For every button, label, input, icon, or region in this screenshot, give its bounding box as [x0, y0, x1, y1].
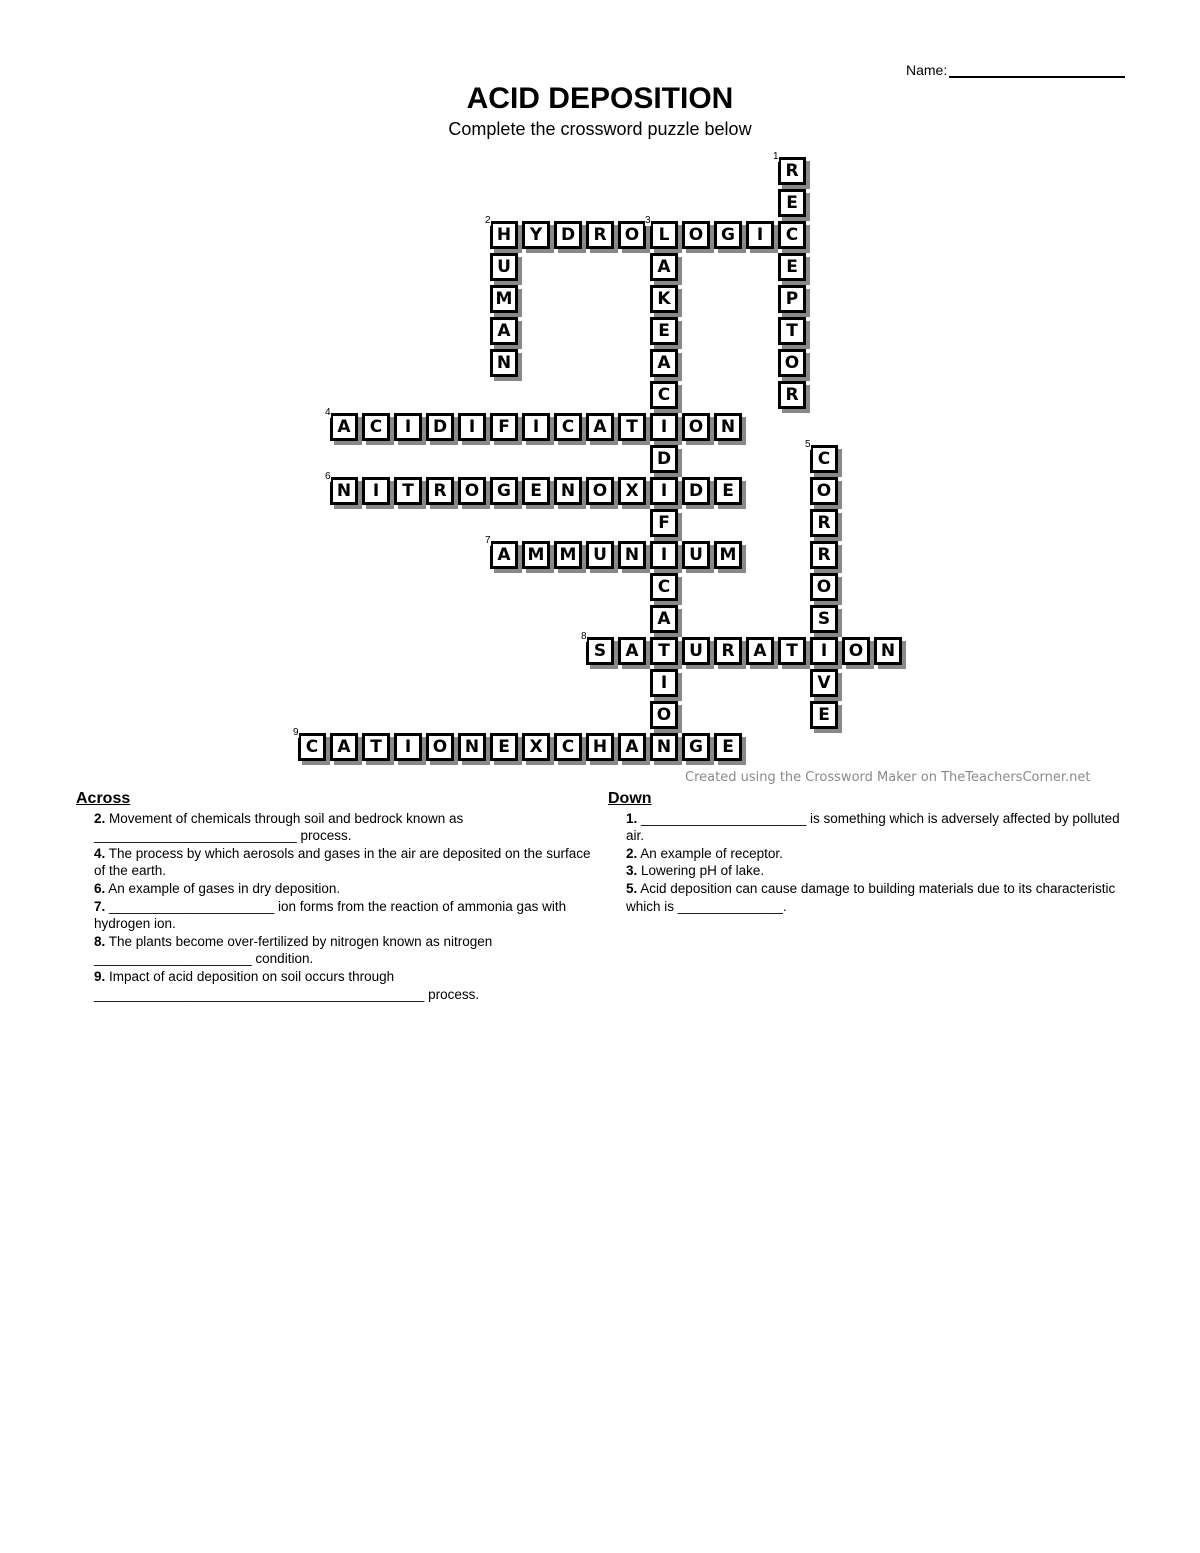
- cell-letter: H: [592, 737, 608, 757]
- cell-letter: O: [624, 225, 640, 245]
- cell-number: 5: [805, 439, 811, 450]
- cell-letter: X: [625, 481, 639, 501]
- cell-letter: I: [372, 481, 380, 501]
- crossword-cell[interactable]: [778, 189, 806, 217]
- clue-item: [94, 933, 591, 968]
- crossword-cell[interactable]: [362, 477, 390, 505]
- cell-letter: N: [656, 737, 672, 757]
- crossword-cell[interactable]: [458, 413, 486, 441]
- crossword-cell[interactable]: [618, 637, 646, 665]
- cell-letter: O: [688, 417, 704, 437]
- cell-letter: V: [817, 673, 831, 693]
- clue-number: 4.: [94, 845, 106, 861]
- cell-letter: R: [433, 481, 447, 501]
- crossword-cell[interactable]: [650, 349, 678, 377]
- clue-item: [626, 880, 1123, 915]
- crossword-cell[interactable]: [650, 573, 678, 601]
- cell-letter: I: [756, 225, 764, 245]
- crossword-cell[interactable]: [810, 573, 838, 601]
- crossword-cell[interactable]: [773, 151, 806, 185]
- cell-letter: A: [625, 737, 639, 757]
- cell-letter: E: [722, 737, 734, 757]
- crossword-cell[interactable]: [586, 541, 614, 569]
- crossword-cell[interactable]: [581, 631, 614, 665]
- crossword-cell[interactable]: [682, 477, 710, 505]
- page-subtitle: Complete the crossword puzzle below: [448, 119, 752, 139]
- cell-letter: H: [496, 225, 512, 245]
- crossword-cell[interactable]: [778, 317, 806, 345]
- cell-letter: F: [498, 417, 510, 437]
- cell-letter: I: [468, 417, 476, 437]
- cell-letter: I: [660, 673, 668, 693]
- crossword-cell[interactable]: [293, 727, 326, 761]
- cell-letter: A: [497, 545, 511, 565]
- crossword-cell[interactable]: [682, 637, 710, 665]
- clue-text: Movement of chemicals through soil and bedrock known as ___________________________ process.: [94, 810, 464, 844]
- crossword-cell[interactable]: [586, 413, 614, 441]
- cell-letter: E: [498, 737, 510, 757]
- down-heading: Down: [608, 790, 652, 807]
- crossword-cell[interactable]: [778, 381, 806, 409]
- cell-letter: P: [785, 289, 799, 309]
- crossword-cell[interactable]: [778, 349, 806, 377]
- crossword-cell[interactable]: [778, 253, 806, 281]
- cell-letter: E: [658, 321, 670, 341]
- clue-text: Lowering pH of lake.: [641, 863, 765, 879]
- crossword-cell[interactable]: [746, 637, 774, 665]
- cell-letter: C: [657, 385, 671, 405]
- cell-number: 3: [645, 215, 651, 226]
- crossword-cell[interactable]: [586, 221, 614, 249]
- crossword-cell[interactable]: [618, 413, 646, 441]
- clue-number: 6.: [94, 880, 106, 896]
- crossword-cell[interactable]: [682, 413, 710, 441]
- cell-letter: I: [660, 417, 668, 437]
- crossword-cell[interactable]: [650, 637, 678, 665]
- crossword-cell[interactable]: [618, 477, 646, 505]
- crossword-cell[interactable]: [650, 285, 678, 313]
- crossword-cell[interactable]: [810, 477, 838, 505]
- crossword-cell[interactable]: [522, 733, 550, 761]
- crossword-cell[interactable]: [330, 733, 358, 761]
- clue-text: Impact of acid deposition on soil occurs through ____________________________________________ process.: [94, 968, 480, 1002]
- cell-letter: G: [497, 481, 511, 501]
- cell-letter: U: [689, 641, 703, 661]
- cell-letter: Y: [529, 225, 543, 245]
- clue-number: 1.: [626, 810, 638, 826]
- crossword-cell[interactable]: [650, 605, 678, 633]
- cell-letter: D: [688, 481, 704, 501]
- cell-letter: I: [404, 737, 412, 757]
- cell-number: 1: [773, 151, 779, 162]
- down-clues: [608, 790, 1123, 915]
- cell-letter: T: [370, 737, 382, 757]
- cell-letter: X: [529, 737, 543, 757]
- cell-letter: A: [657, 257, 671, 277]
- crossword-cell[interactable]: [522, 541, 550, 569]
- clue-item: [626, 862, 1123, 880]
- clue-item: [626, 845, 1123, 863]
- cell-letter: A: [497, 321, 511, 341]
- clue-number: 2.: [626, 845, 638, 861]
- cell-letter: C: [561, 737, 575, 757]
- clue-item: [94, 898, 591, 933]
- crossword-cell[interactable]: [650, 477, 678, 505]
- crossword-cell[interactable]: [810, 509, 838, 537]
- crossword-cell[interactable]: [490, 349, 518, 377]
- crossword-cell[interactable]: [714, 221, 742, 249]
- crossword-cell[interactable]: [778, 221, 806, 249]
- crossword-cell[interactable]: [490, 413, 518, 441]
- crossword-cell[interactable]: [325, 471, 358, 505]
- clue-number: 9.: [94, 968, 106, 984]
- clue-number: 2.: [94, 810, 106, 826]
- crossword-cell[interactable]: [650, 509, 678, 537]
- cell-letter: E: [786, 257, 798, 277]
- cell-letter: R: [817, 545, 831, 565]
- clue-text: The process by which aerosols and gases in the air are deposited on the surface of the earth.: [94, 845, 591, 879]
- cell-letter: A: [337, 737, 351, 757]
- crossword-cell[interactable]: [805, 439, 838, 473]
- crossword-cell[interactable]: [522, 221, 550, 249]
- name-label: Name:: [906, 62, 948, 78]
- cell-letter: O: [816, 577, 832, 597]
- clue-text: The plants become over-fertilized by nitrogen known as nitrogen _____________________ condition.: [94, 933, 493, 967]
- cell-letter: D: [560, 225, 576, 245]
- cell-letter: E: [818, 705, 830, 725]
- crossword-cell[interactable]: [645, 215, 678, 249]
- clue-number: 7.: [94, 898, 106, 914]
- crossword-cell[interactable]: [778, 285, 806, 313]
- crossword-cell[interactable]: [485, 215, 518, 249]
- crossword-cell[interactable]: [490, 733, 518, 761]
- crossword-cell[interactable]: [650, 541, 678, 569]
- cell-letter: D: [656, 449, 672, 469]
- cell-letter: N: [496, 353, 512, 373]
- crossword-cell[interactable]: [842, 637, 870, 665]
- cell-letter: M: [559, 545, 577, 565]
- crossword-cell[interactable]: [650, 669, 678, 697]
- cell-letter: E: [722, 481, 734, 501]
- crossword-cell[interactable]: [682, 541, 710, 569]
- cell-letter: G: [689, 737, 703, 757]
- crossword-cell[interactable]: [810, 541, 838, 569]
- cell-letter: E: [530, 481, 542, 501]
- crossword-cell[interactable]: [362, 413, 390, 441]
- crossword-cell[interactable]: [490, 317, 518, 345]
- cell-letter: O: [784, 353, 800, 373]
- cell-letter: A: [337, 417, 351, 437]
- clue-text: ______________________ is something which is adversely affected by polluted air.: [626, 810, 1120, 844]
- cell-letter: O: [656, 705, 672, 725]
- clue-item: [626, 810, 1123, 845]
- clue-item: [94, 880, 591, 898]
- cell-letter: G: [721, 225, 735, 245]
- crossword-cell[interactable]: [746, 221, 774, 249]
- cell-letter: N: [336, 481, 352, 501]
- clue-number: 5.: [626, 880, 638, 896]
- clue-item: [94, 968, 591, 1003]
- cell-letter: T: [786, 321, 798, 341]
- cell-letter: N: [880, 641, 896, 661]
- crossword-cell[interactable]: [554, 477, 582, 505]
- cell-letter: K: [657, 289, 671, 309]
- cell-letter: D: [432, 417, 448, 437]
- clue-number: 8.: [94, 933, 106, 949]
- cell-letter: A: [625, 641, 639, 661]
- crossword-cell[interactable]: [874, 637, 902, 665]
- crossword-cell[interactable]: [810, 669, 838, 697]
- cell-letter: A: [657, 609, 671, 629]
- cell-letter: A: [657, 353, 671, 373]
- cell-letter: C: [561, 417, 575, 437]
- cell-letter: E: [786, 193, 798, 213]
- crossword-cell[interactable]: [650, 317, 678, 345]
- cell-letter: M: [495, 289, 513, 309]
- cell-number: 2: [485, 215, 491, 226]
- cell-letter: L: [658, 225, 670, 245]
- crossword-cell[interactable]: [586, 733, 614, 761]
- cell-letter: O: [816, 481, 832, 501]
- cell-letter: O: [848, 641, 864, 661]
- crossword-cell[interactable]: [650, 253, 678, 281]
- cell-letter: M: [527, 545, 545, 565]
- cell-letter: U: [497, 257, 511, 277]
- cell-number: 6: [325, 471, 331, 482]
- across-clues: [76, 790, 591, 1003]
- crossword-cell[interactable]: [458, 733, 486, 761]
- cell-letter: T: [626, 417, 638, 437]
- cell-letter: I: [660, 481, 668, 501]
- cell-letter: C: [657, 577, 671, 597]
- crossword-cell[interactable]: [810, 637, 838, 665]
- crossword-cell[interactable]: [394, 477, 422, 505]
- crossword-cell[interactable]: [394, 733, 422, 761]
- clue-text: An example of receptor.: [640, 845, 783, 861]
- cell-number: 8: [581, 631, 587, 642]
- crossword-cell[interactable]: [650, 733, 678, 761]
- cell-letter: A: [593, 417, 607, 437]
- across-heading: Across: [76, 790, 131, 807]
- page-title: ACID DEPOSITION: [466, 82, 734, 115]
- cell-letter: C: [785, 225, 799, 245]
- cell-letter: S: [593, 641, 607, 661]
- crossword-cell[interactable]: [650, 445, 678, 473]
- crossword-cell[interactable]: [778, 637, 806, 665]
- crossword-cell[interactable]: [458, 477, 486, 505]
- crossword-cell[interactable]: [554, 541, 582, 569]
- crossword-cell[interactable]: [554, 413, 582, 441]
- crossword-cell[interactable]: [714, 541, 742, 569]
- clue-text: ______________________ ion forms from the reaction of ammonia gas with hydrogen ion.: [94, 898, 567, 932]
- credit-text: Created using the Crossword Maker on TheTeachersCorner.net: [685, 770, 1091, 785]
- cell-letter: A: [753, 641, 767, 661]
- cell-letter: U: [689, 545, 703, 565]
- crossword-cell[interactable]: [714, 477, 742, 505]
- crossword-cell[interactable]: [554, 221, 582, 249]
- crossword-cell[interactable]: [650, 413, 678, 441]
- cell-letter: C: [305, 737, 319, 757]
- crossword-cell[interactable]: [810, 605, 838, 633]
- crossword-cell[interactable]: [618, 221, 646, 249]
- cell-letter: R: [721, 641, 735, 661]
- crossword-cell[interactable]: [554, 733, 582, 761]
- crossword-cell[interactable]: [426, 733, 454, 761]
- crossword-cell[interactable]: [618, 541, 646, 569]
- crossword-cell[interactable]: [650, 381, 678, 409]
- cell-letter: O: [592, 481, 608, 501]
- crossword-cell[interactable]: [682, 733, 710, 761]
- cell-letter: C: [369, 417, 383, 437]
- cell-letter: T: [402, 481, 414, 501]
- cell-letter: T: [786, 641, 798, 661]
- crossword-cell[interactable]: [522, 413, 550, 441]
- cell-letter: N: [464, 737, 480, 757]
- cell-number: 4: [325, 407, 331, 418]
- crossword-cell[interactable]: [490, 285, 518, 313]
- cell-letter: I: [404, 417, 412, 437]
- crossword-cell[interactable]: [586, 477, 614, 505]
- cell-letter: S: [817, 609, 831, 629]
- cell-letter: F: [658, 513, 670, 533]
- clue-text: An example of gases in dry deposition.: [108, 880, 341, 896]
- cell-letter: R: [785, 161, 799, 181]
- crossword-cell[interactable]: [490, 253, 518, 281]
- cell-number: 7: [485, 535, 491, 546]
- crossword-cell[interactable]: [490, 477, 518, 505]
- cell-letter: I: [532, 417, 540, 437]
- cell-letter: R: [593, 225, 607, 245]
- cell-letter: U: [593, 545, 607, 565]
- cell-letter: N: [720, 417, 736, 437]
- crossword-cell[interactable]: [650, 701, 678, 729]
- clue-text: Acid deposition can cause damage to building materials due to its characteristic which is ______________.: [626, 880, 1116, 914]
- clue-item: [94, 845, 591, 880]
- crossword-cell[interactable]: [714, 733, 742, 761]
- crossword-cell[interactable]: [325, 407, 358, 441]
- cell-letter: N: [560, 481, 576, 501]
- crossword-cell[interactable]: [810, 701, 838, 729]
- cell-letter: R: [785, 385, 799, 405]
- cell-number: 9: [293, 727, 299, 738]
- cell-letter: I: [820, 641, 828, 661]
- crossword-cell[interactable]: [394, 413, 422, 441]
- cell-letter: R: [817, 513, 831, 533]
- cell-letter: O: [464, 481, 480, 501]
- crossword-cell[interactable]: [426, 477, 454, 505]
- cell-letter: N: [624, 545, 640, 565]
- crossword-cell[interactable]: [618, 733, 646, 761]
- cell-letter: O: [688, 225, 704, 245]
- cell-letter: T: [658, 641, 670, 661]
- crossword-cell[interactable]: [714, 413, 742, 441]
- cell-letter: O: [432, 737, 448, 757]
- crossword-cell[interactable]: [426, 413, 454, 441]
- cell-letter: I: [660, 545, 668, 565]
- cell-letter: M: [719, 545, 737, 565]
- crossword-cell[interactable]: [522, 477, 550, 505]
- crossword-cell[interactable]: [362, 733, 390, 761]
- crossword-cell[interactable]: [714, 637, 742, 665]
- crossword-cell[interactable]: [682, 221, 710, 249]
- cell-letter: C: [817, 449, 831, 469]
- clue-item: [94, 810, 591, 845]
- clue-number: 3.: [626, 863, 638, 879]
- crossword-cell[interactable]: [485, 535, 518, 569]
